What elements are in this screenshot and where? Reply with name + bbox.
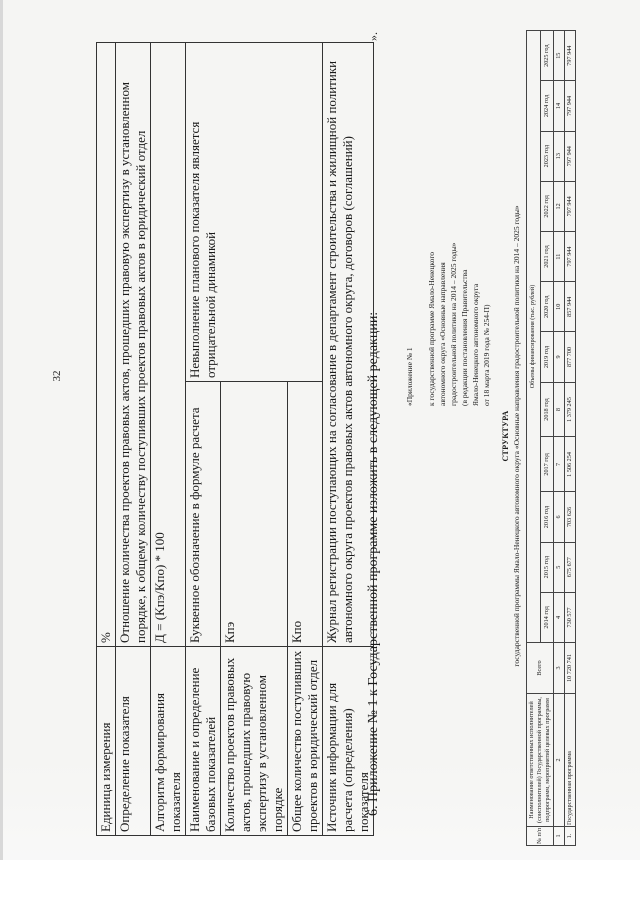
col-header-year: 2019 год (540, 332, 554, 382)
row-value: 797 944 (565, 131, 576, 181)
col-header-year: 2018 год (540, 382, 554, 437)
column-number: 15 (554, 31, 565, 81)
col-header-year: 2024 год (540, 81, 554, 131)
column-number: 9 (554, 332, 565, 382)
column-number: 10 (554, 282, 565, 332)
row-label: Источник информации для расчета (определения) показателя (323, 647, 374, 836)
appendix-line: (в редакции постановления Правительства (460, 269, 469, 406)
col-header-year: 2015 год (540, 542, 554, 592)
appendix-line: автономного округа «Основные направления (438, 262, 447, 406)
row-value: Буквенное обозначение в формуле расчета (186, 382, 221, 647)
page-number: 32 (51, 370, 63, 382)
column-number: 2 (554, 694, 565, 827)
column-number: 8 (554, 382, 565, 437)
scan-edge (0, 0, 3, 860)
col-header-year: 2020 год (540, 282, 554, 332)
row-value: 730 577 (565, 592, 576, 642)
column-number: 4 (554, 592, 565, 642)
structure-subtitle: государственной программы Ямало-Ненецкого автономного округа «Основные направления градостроительной политики на 2014 – 2025 годы» (512, 205, 521, 667)
col-header-year: 2022 год (540, 181, 554, 231)
column-number: 7 (554, 437, 565, 492)
indicator-table (96, 42, 374, 836)
row-value: 703 626 (565, 492, 576, 542)
row-value: 797 944 (565, 181, 576, 231)
row-value: 797 944 (565, 31, 576, 81)
row-value: Д = (Кпэ/Кпо) * 100 (151, 43, 186, 647)
row-value: Отношение количества проектов правовых актов, прошедших правовую экспертизу в установленном порядке, к общему количеству поступивших проектов правовых актов в юридический отдел (116, 43, 151, 647)
row-label: Единица измерения (97, 647, 116, 836)
structure-title: СТРУКТУРА (501, 410, 510, 462)
column-number: 13 (554, 131, 565, 181)
row-label: Определение показателя (116, 647, 151, 836)
scan-margin (0, 860, 640, 905)
appendix-line (415, 86, 426, 406)
appendix-note (404, 86, 492, 406)
table-row (151, 43, 186, 836)
appendix-line: Ямало-Ненецкого автономного округа (471, 283, 480, 406)
column-number: 5 (554, 542, 565, 592)
row-label: Общее количество поступивших проектов в юридический отдел (288, 647, 323, 836)
appendix-line: к государственной программе Ямало-Ненецкого (427, 251, 436, 406)
row-value: Журнал регистрации поступающих на согласование в департамент строительства и жилищной политики автономного округа проектов правовых актов автономного округа, договоров (соглашений) (323, 43, 374, 647)
header-row (527, 31, 541, 846)
row-value: 1 506 254 (565, 437, 576, 492)
row-label: Алгоритм формирования показателя (151, 647, 186, 836)
table-row (565, 31, 576, 846)
row-value: Кпэ (221, 382, 288, 647)
col-header-year: 2014 год (540, 592, 554, 642)
column-number: 11 (554, 231, 565, 281)
row-name: Государственная программа (565, 694, 576, 827)
table-row (116, 43, 151, 836)
appendix-line: от 18 марта 2019 года № 254-П) (482, 304, 491, 406)
col-header-group: Объемы финансирования (тыс. рублей) (527, 31, 541, 643)
row-value: 857 944 (565, 282, 576, 332)
row-value: 1 379 245 (565, 382, 576, 437)
closing-quote-mark: ». (366, 32, 380, 41)
row-value: 797 944 (565, 231, 576, 281)
row-value: Кпо (288, 382, 323, 647)
row-value: 877 700 (565, 332, 576, 382)
row-label: Наименование и определение базовых показателей (186, 647, 221, 836)
rotated-content (96, 26, 616, 846)
table-row (97, 43, 116, 836)
column-number: 3 (554, 643, 565, 694)
appendix-line: «Приложение № 1 (405, 347, 414, 406)
appendix-line: градостроительной политики на 2014 – 2025 годы» (449, 242, 458, 406)
financing-table (526, 30, 576, 846)
column-number: 12 (554, 181, 565, 231)
table-row (186, 43, 221, 836)
col-header-year: 2023 год (540, 131, 554, 181)
col-header-year: 2016 год (540, 492, 554, 542)
column-number: 6 (554, 492, 565, 542)
row-value: 797 944 (565, 81, 576, 131)
col-header-total: Всего (527, 643, 554, 694)
column-number: 1 (554, 827, 565, 846)
row-value: 10 720 741 (565, 643, 576, 694)
col-header-year: 2021 год (540, 231, 554, 281)
row-label: Количество проектов правовых актов, прошедших правовую экспертизу в установленном порядке (221, 647, 288, 836)
col-header-year: 2025 год (540, 31, 554, 81)
row-num: 1. (565, 827, 576, 846)
row-value: 675 677 (565, 542, 576, 592)
col-header-num: № п/п (527, 827, 554, 846)
row-value: % (97, 43, 116, 647)
section-heading: 6. Приложение № 1 к Государственной программе изложить в следующей редакции: (366, 311, 381, 816)
col-header-year: 2017 год (540, 437, 554, 492)
column-number: 14 (554, 81, 565, 131)
row-extra: Невыполнение планового показателя является отрицательной динамикой (186, 43, 323, 382)
column-number-row (554, 31, 565, 846)
col-header-name: Наименование ответственных исполнителей (соисполнителей) Государственной программы, подпрограмм, мероприятий целевых программ (527, 694, 554, 827)
